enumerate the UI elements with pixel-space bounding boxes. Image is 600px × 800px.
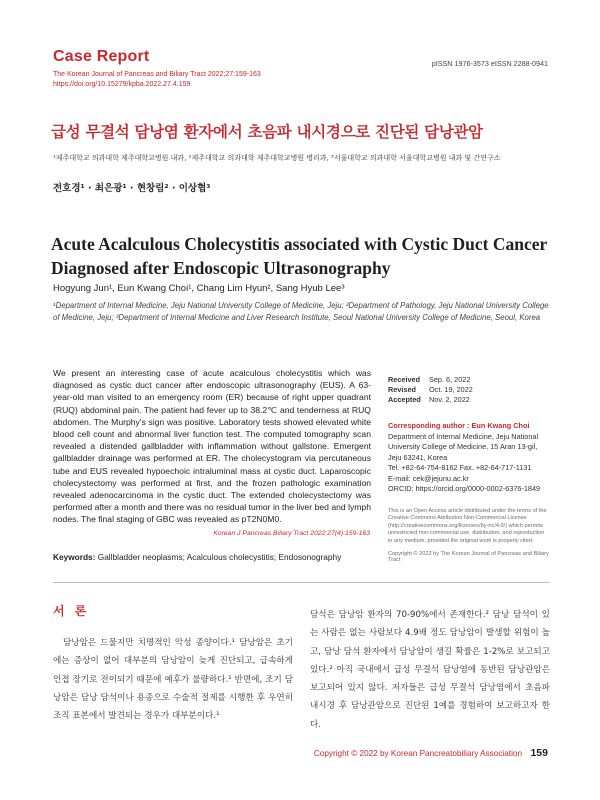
article-sidebar <box>388 375 550 563</box>
accepted-date: Accepted Nov. 2, 2022 <box>388 395 470 404</box>
keywords-text: Gallbladder neoplasms; Acalculous cholecystitis; Endosonography <box>97 552 342 562</box>
corresponding-address: Department of Internal Medicine, Jeju National University College of Medicine, 15 Aran 13-gil, Jeju 63241, Korea <box>388 431 539 462</box>
english-affiliations: ¹Department of Internal Medicine, Jeju National University College of Medicine, Jeju; ²Department of Pathology, Jeju National University College of Medicine, Jeju; ³Department of Internal Medicine and Liver Research Institute, Seoul National University College of Medicine, Seoul, Korea <box>53 301 549 322</box>
corresponding-author-label: Corresponding author : Eun Kwang Choi <box>388 421 530 430</box>
korean-affiliations: ¹제주대학교 의과대학 제주대학교병원 내과, ²제주대학교 의과대학 제주대학교병원 병리과, ³서울대학교 의과대학 서울대학교병원 내과 및 간연구소 <box>53 154 501 162</box>
korean-title: 급성 무결석 담낭염 환자에서 초음파 내시경으로 진단된 담낭관암 <box>51 123 483 141</box>
article-type-label: Case Report <box>53 48 150 65</box>
doi-link[interactable]: https://doi.org/10.15279/kpba.2022.27.4.159 <box>53 81 191 88</box>
tel-fax: Tel. +82-64-754-8162 Fax. +82-64-717-1131 <box>388 463 532 472</box>
footer-copyright: Copyright © 2022 by Korean Pancreatobiliary Association <box>313 749 522 758</box>
keywords <box>53 552 373 562</box>
korean-authors: 전호경¹ · 최은광¹ · 현창림² · 이상협³ <box>53 183 211 194</box>
page-number: 159 <box>530 747 548 759</box>
section-title-introduction: 서 론 <box>53 604 90 618</box>
body-paragraph-2: 담석은 담낭암 환자의 70-90%에서 존재한다.² 담낭 담석이 있는 사람은 없는 사람보다 4.9배 정도 담낭암이 발생할 위험이 높고, 담낭 담석 환자에서 담낭암이 생길 확률은 1-2%로 보고되고 있다.² 아직 국내에서 급성 무결석 담낭염에 동반된 담낭관암은 보고되어 있지 않다. 저자들은 급성 무결석 담낭염에서 초음파 내시경 후 담낭관암으로 진단된 1예를 경험하여 보고하고자 한다. <box>310 610 550 730</box>
section-divider <box>53 582 550 583</box>
body-paragraph-1: 담낭암은 드물지만 치명적인 악성 종양이다.¹ 담낭암은 초기에는 증상이 없어 대부분의 담낭암이 늦게 진단되고, 급속하게 인접 장기로 전이되기 때문에 예후가 불량하다.¹ 반면에, 조기 담낭암은 담낭 담석이나 용종으로 수술적 절제를 시행한 후 우연히 조직 표본에서 발견되는 경우가 대부분이다.¹ <box>53 638 293 722</box>
received-date: Received Sep. 6, 2022 <box>388 375 471 384</box>
issn-info: pISSN 1976-3573 eISSN 2288-0941 <box>431 59 548 68</box>
english-title: Acute Acalculous Cholecystitis associated with Cystic Duct Cancer Diagnosed after Endoscopic Ultrasonography <box>51 234 547 278</box>
journal-citation: The Korean Journal of Pancreas and Biliary Tract 2022;27:159-163 <box>53 71 261 78</box>
open-access-notice: This is an Open Access article distributed under the terms of the Creative Commons Attribution Non-Commercial License (http://creativecommons.org/licenses/by-nc/4.0/) which permits unrestricted non-commercial use, distribution, and reproduction in any medium, provided the original work is properly cited. <box>388 507 547 544</box>
orcid[interactable]: ORCID: https://orcid.org/0000-0002-6376-1849 <box>388 484 541 493</box>
english-authors: Hogyung Jun¹, Eun Kwang Choi¹, Chang Lim Hyun², Sang Hyub Lee³ <box>53 283 345 294</box>
article-dates <box>388 375 550 405</box>
abstract-text: We present an interesting case of acute acalculous cholecystitis which was diagnosed as cystic duct cancer after endoscopic ultrasonography (EUS). A 63-year-old man visited to an emergency room (ER) because of right upper quadrant (RUQ) abdominal pain. The patient had fever up to 38.2℃ and tenderness at RUQ abdomen. The Murphy's sign was positive. Laboratory tests showed elevated white blood cell count and abnormal liver function test. The computed tomography scan revealed a distended gallbladder with inflammation without gallstone. Emergent gallbladder drainage was performed at ER. The cholecystogram via percutaneous tube and EUS revealed hypoechoic intraluminal mass at cystic duct. Laparoscopic cholecystectomy was performed at first, and the frozen pathologic examination revealed adenocarcinoma in the cystic duct. The extended cholecystectomy was performed after a month and there was no residual tumor in the liver bed and lymph nodes. The final staging of GBC was revealed as pT2N0M0. <box>53 368 371 525</box>
abstract-citation: Korean J Pancreas Biliary Tract 2022;27(4):159-163 <box>213 530 370 537</box>
corresponding-author-block <box>388 421 550 495</box>
email[interactable]: E-mail: cek@jejunu.ac.kr <box>388 473 469 483</box>
keywords-label: Keywords: <box>53 552 96 562</box>
sidebar-copyright: Copyright © 2022 by The Korean Journal of Pancreas and Biliary Tract <box>388 551 549 563</box>
revised-date: Revised Oct. 19, 2022 <box>388 385 473 394</box>
